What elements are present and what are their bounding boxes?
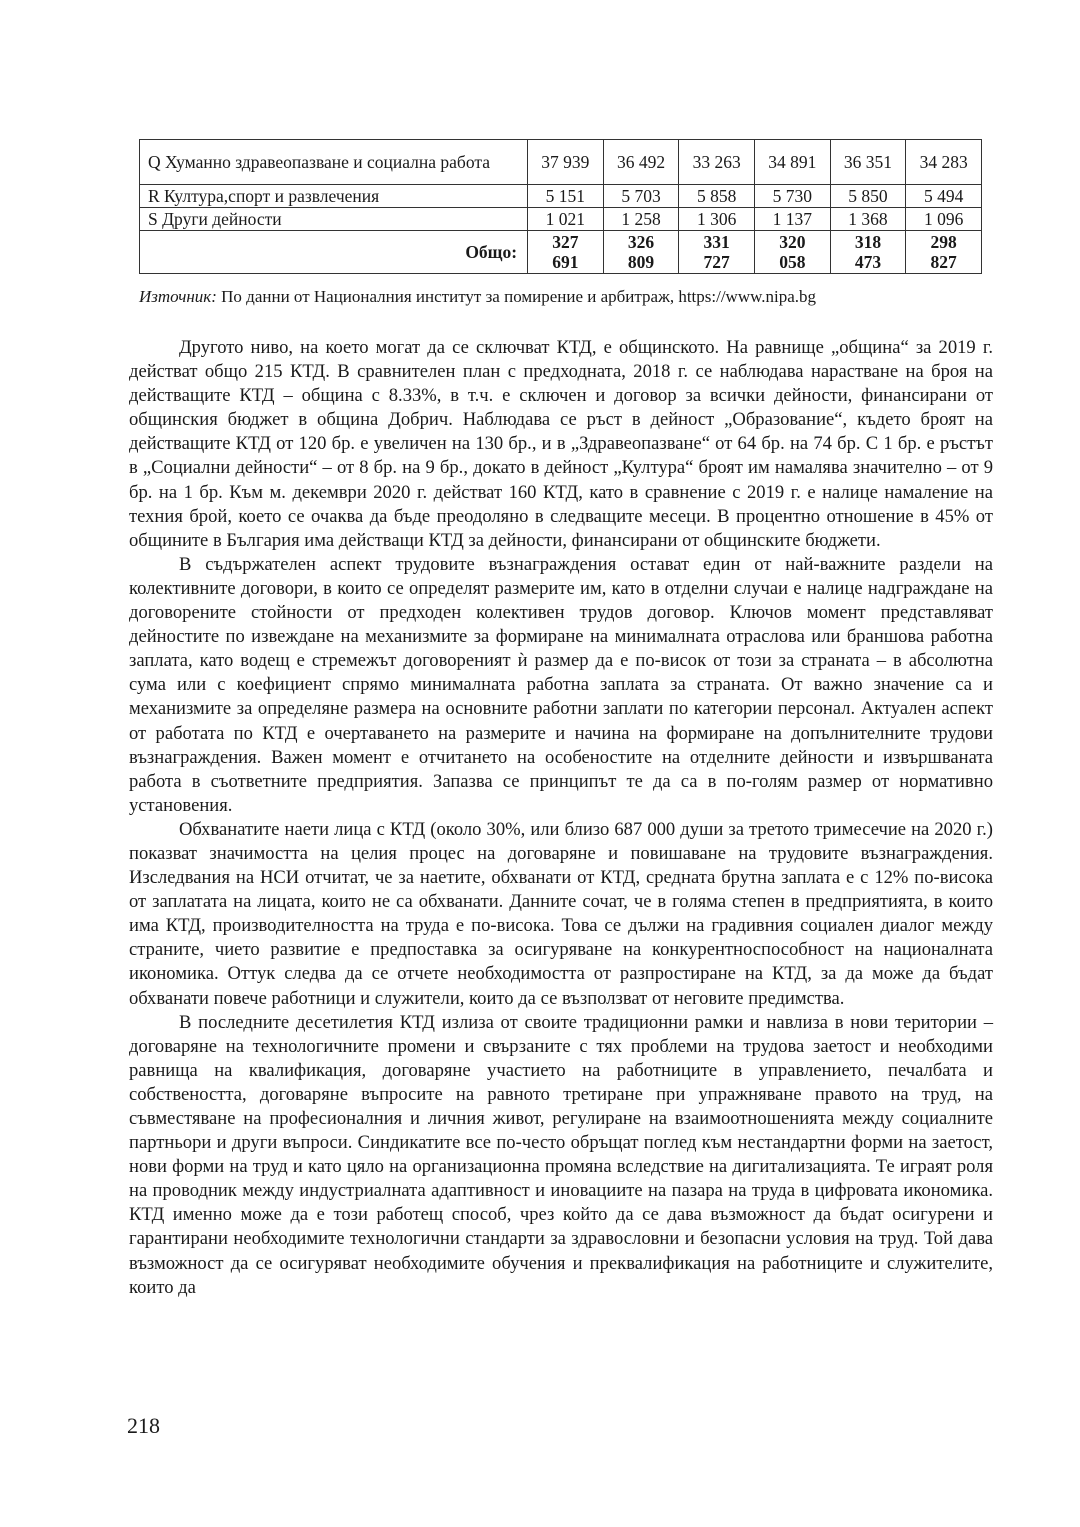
data-table	[139, 139, 982, 274]
total-value-line: 809	[627, 252, 655, 272]
total-value-line: 326	[627, 232, 655, 252]
table-cell: 5 703	[603, 185, 679, 208]
table-cell: 34 891	[755, 140, 831, 185]
table-row	[140, 208, 982, 231]
paragraph: Другото ниво, на което могат да се сключват КТД, е общинското. На равнище „община“ за 2019 г. действат общо 215 КТД. В сравнителен план с предходната, 2018 г. се наблюдава нарастване на броя на действащите КТД – община с 8.33%, в т.ч. е сключен и договор за всички дейности, финансирани от общинския бюджет в община Добрич. Наблюдава се ръст в дейност „Образование“, където броят на действащите КТД от 120 бр. е увеличен на 130 бр., и в „Здравеопазване“ от 64 бр. на 74 бр. С 1 бр. е ръстът в „Социални дейности“ – от 8 бр. на 9 бр., докато в дейност „Култура“ броят им намалява значително – от 9 бр. на 1 бр. Към м. декември 2020 г. действат 160 КТД, като в сравнение с 2019 г. е налице намаление на техния брой, което се очаква да бъде преодоляно в следващите месеци. В процентно отношение в 45% от общините в България има действащи КТД за дейности, финансирани от общинските бюджети.	[129, 337, 993, 551]
table-cell: 37 939	[528, 140, 604, 185]
total-value-line: 327	[552, 232, 579, 252]
row-label: Q Хуманно здравеопазване и социална работа	[140, 140, 528, 185]
total-value-line: 318	[854, 232, 882, 252]
table-row	[140, 140, 982, 185]
body-text	[129, 336, 993, 1300]
table-source-note	[139, 287, 982, 307]
table-cell: 5 858	[679, 185, 755, 208]
table-cell: 5 494	[906, 185, 982, 208]
table-cell: 34 283	[906, 140, 982, 185]
total-value-line: 827	[930, 252, 957, 272]
paragraph: В последните десетилетия КТД излиза от своите традиционни рамки и навлиза в нови територии – договаряне на технологичните промени и свързаните с тях проблеми на трудова заетост и необходими равнища на квалификация, договаряне участието на работниците в управлението, печалбата и собствеността, договаряне въпросите на равното третиране при упражняване правото на труд, на съвместяване на професионалния и личния живот, регулиране на взаимоотношенията между социалните партньори и други въпроси. Синдикатите все по-често обръщат поглед към нестандартни форми на заетост, нови форми на труд и като цяло на организационна промяна вследствие на дигитализацията. Те играят роля на проводник между индустриалната адаптивност и иновациите на пазара на труда в цифровата икономика. КТД именно може да е този работещ способ, чрез който да се дава възможност да бъдат осигурени и гарантирани необходимите технологични стандарти за здравословни и безопасни условия на труд. Той дава възможност да се осигуряват необходимите обучения и преквалификация на работниците и служителите, които да	[129, 1011, 993, 1298]
row-label: R Култура,спорт и развлечения	[140, 185, 528, 208]
page-number: 218	[127, 1413, 160, 1438]
table-cell: 36 351	[830, 140, 906, 185]
total-value-line: 727	[703, 252, 730, 272]
total-cell	[830, 231, 906, 274]
table-cell: 1 096	[906, 208, 982, 231]
total-cell	[679, 231, 755, 274]
table-cell: 5 730	[755, 185, 831, 208]
total-cell	[528, 231, 604, 274]
table-cell: 1 306	[679, 208, 755, 231]
table-cell: 1 368	[830, 208, 906, 231]
table-cell: 5 850	[830, 185, 906, 208]
total-cell	[603, 231, 679, 274]
table-cell: 1 137	[755, 208, 831, 231]
table-cell: 5 151	[528, 185, 604, 208]
total-value-line: 058	[779, 252, 806, 272]
total-value-line: 298	[930, 232, 957, 252]
table-cell: 36 492	[603, 140, 679, 185]
paragraph: Обхванатите наети лица с КТД (около 30%, или близо 687 000 души за третото тримесечие на 2020 г.) показват значимостта на целия процес на договаряне и повишаване на трудовите възнаграждения. Изследвания на НСИ отчитат, че за наетите, обхванати от КТД, средната брутна заплата е с 12% по-висока от заплатата на лицата, които не са обхванати. Данните сочат, че в голяма степен в предприятията, в които има КТД, производителността на труда е по-висока. Това се дължи на градивния социален диалог между страните, чието развитие е предпоставка за осигуряване на конкурентноспособност на националната икономика. Оттук следва да се отчете необходимостта от разпростиране на КТД, за да може да бъдат обхванати повече работници и служители, които да се възползват от неговите предимства.	[129, 818, 993, 1009]
table-cell: 1 021	[528, 208, 604, 231]
source-label: Източник:	[139, 287, 217, 306]
total-value-line: 320	[779, 232, 806, 252]
paragraph: В съдържателен аспект трудовите възнаграждения остават един от най-важните раздели на колективните договори, в които се определят размерите им, като в отделни случаи е налице надграждане на договорените стойности от предходен колективен трудов договор. Ключов момент представляват дейностите по извеждане на механизмите за формиране на минималната отраслова или браншова работна заплата, като водещ е стремежът договореният ѝ размер да е по-висок от този за страната – в абсолютна сума или с коефициент спрямо минималната работна заплата за страната. От важно значение са и механизмите за определяне размера на основните работни заплати по категории персонал. Актуален аспект от работата по КТД е очертаването на размерите и начина на формиране на допълнителните трудови възнаграждения. Важен момент е отчитането на особеностите на отделните дейности и извършваната работа в съответните предприятия. Запазва се принципът те да са в по-голям размер от нормативно установения.	[129, 553, 993, 816]
row-label: S Други дейности	[140, 208, 528, 231]
total-cell	[906, 231, 982, 274]
total-value-line: 473	[854, 252, 882, 272]
source-text: По данни от Националния институт за помирение и арбитраж, https://www.nipa.bg	[216, 287, 817, 306]
total-cell	[755, 231, 831, 274]
table-cell: 1 258	[603, 208, 679, 231]
total-value-line: 691	[552, 252, 579, 272]
table-total-row	[140, 231, 982, 274]
table-row	[140, 185, 982, 208]
total-value-line: 331	[703, 232, 730, 252]
total-label: Общо:	[140, 231, 528, 274]
table-cell: 33 263	[679, 140, 755, 185]
